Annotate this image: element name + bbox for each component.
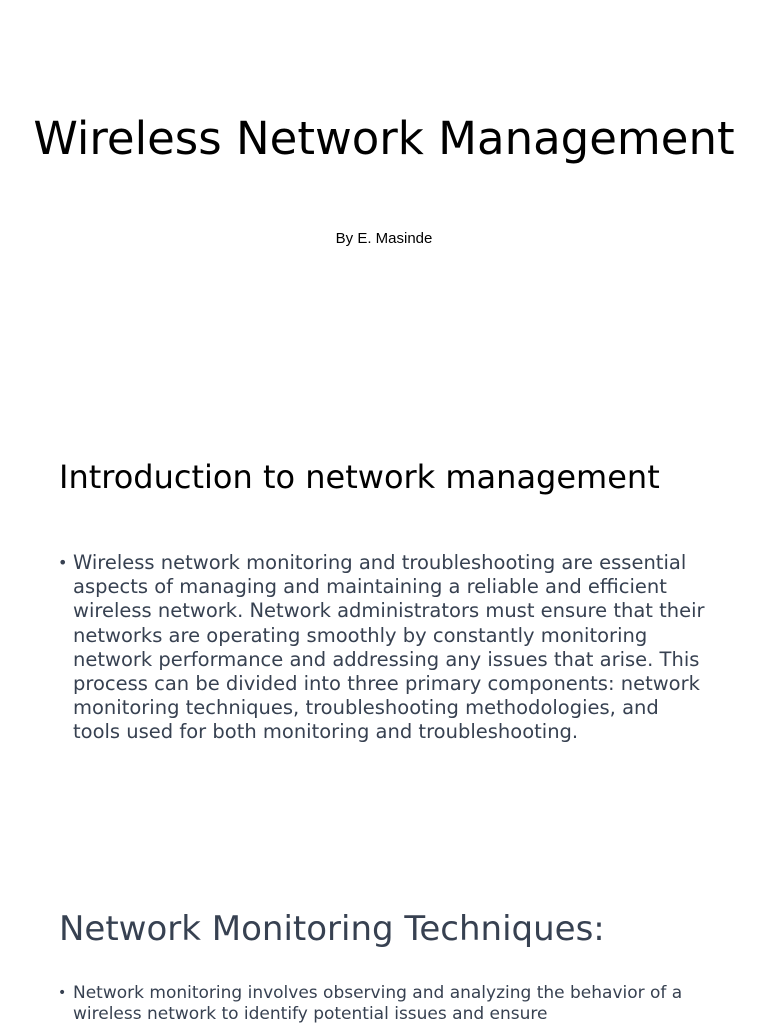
bullet-icon: • xyxy=(58,985,67,1001)
intro-heading: Introduction to network management xyxy=(59,458,660,496)
monitoring-bullet-list xyxy=(58,983,718,1025)
bullet-text: Wireless network monitoring and troubleshooting are essential aspects of managing and maintaining a reliable and efficient wireless network. Network administrators must ensure that their networks are operating smoothly by constantly monitoring network performance and addressing any issues that arise. This process can be divided into three primary components: network monitoring techniques, troubleshooting methodologies, and tools used for both monitoring and troubleshooting. xyxy=(73,551,705,744)
bullet-text: Network monitoring involves observing and analyzing the behavior of a wireless network to identify potential issues and ensure xyxy=(73,983,683,1024)
presentation-title: Wireless Network Management xyxy=(33,112,735,165)
intro-bullet-list xyxy=(58,551,708,745)
list-item xyxy=(58,983,718,1025)
title-slide xyxy=(0,0,768,420)
list-item xyxy=(58,551,708,745)
bullet-icon: • xyxy=(58,553,68,572)
monitoring-heading: Network Monitoring Techniques: xyxy=(59,909,605,949)
author-byline: By E. Masinde xyxy=(335,230,433,247)
